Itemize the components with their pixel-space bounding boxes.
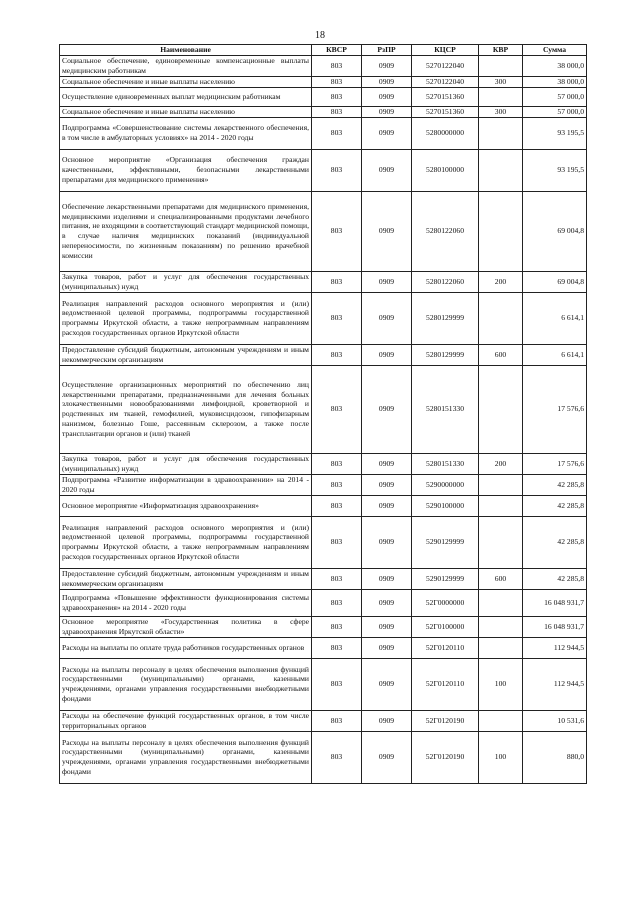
cell-kvsr: 803 (312, 87, 362, 106)
cell-sum: 38 000,0 (523, 76, 587, 87)
table-row (60, 106, 587, 117)
cell-sum: 17 576,6 (523, 365, 587, 453)
cell-kcsr: 5290129999 (412, 516, 479, 568)
cell-kcsr: 5290000000 (412, 474, 479, 495)
cell-sum: 6 614,1 (523, 344, 587, 365)
header-name: Наименование (60, 45, 312, 56)
table-header-row (60, 45, 587, 56)
cell-kvr (479, 149, 523, 191)
header-kvr: КВР (479, 45, 523, 56)
cell-kvr (479, 474, 523, 495)
cell-kvsr: 803 (312, 658, 362, 710)
cell-name: Расходы на выплаты персоналу в целях обеспечения выполнения функций государственными (муниципальными) органами, казенными учреждениями, органами управления государственными внебюджетными фондами (60, 658, 312, 710)
cell-rzpr: 0909 (362, 516, 412, 568)
table-row (60, 710, 587, 731)
cell-kvsr: 803 (312, 568, 362, 589)
cell-kvsr: 803 (312, 474, 362, 495)
cell-kvr (479, 117, 523, 149)
cell-kvsr: 803 (312, 365, 362, 453)
cell-kvsr: 803 (312, 106, 362, 117)
cell-rzpr: 0909 (362, 637, 412, 658)
table-row (60, 731, 587, 783)
cell-kvsr: 803 (312, 589, 362, 616)
cell-rzpr: 0909 (362, 616, 412, 637)
cell-rzpr: 0909 (362, 344, 412, 365)
cell-rzpr: 0909 (362, 731, 412, 783)
cell-sum: 42 285,8 (523, 474, 587, 495)
cell-sum: 57 000,0 (523, 106, 587, 117)
cell-kvsr: 803 (312, 292, 362, 344)
cell-kcsr: 5280151330 (412, 453, 479, 474)
cell-kvr: 100 (479, 658, 523, 710)
cell-kcsr: 52Г0100000 (412, 616, 479, 637)
table-row (60, 344, 587, 365)
cell-sum: 112 944,5 (523, 658, 587, 710)
cell-kvsr: 803 (312, 453, 362, 474)
cell-kvsr: 803 (312, 616, 362, 637)
cell-sum: 6 614,1 (523, 292, 587, 344)
header-kcsr: КЦСР (412, 45, 479, 56)
cell-kvr (479, 191, 523, 271)
table-row (60, 149, 587, 191)
cell-kvr (479, 710, 523, 731)
cell-kcsr: 5290129999 (412, 568, 479, 589)
cell-kvsr: 803 (312, 149, 362, 191)
cell-name: Подпрограмма «Развитие информатизации в здравоохранении» на 2014 - 2020 годы (60, 474, 312, 495)
cell-kvsr: 803 (312, 117, 362, 149)
cell-name: Реализация направлений расходов основного мероприятия и (или) ведомственной целевой программы, подпрограммы государственной программы Иркутской области, а также непрограммным направлениям расходов государственных органов Иркутской области (60, 292, 312, 344)
cell-kcsr: 52Г0120190 (412, 731, 479, 783)
cell-rzpr: 0909 (362, 589, 412, 616)
cell-kcsr: 5270151360 (412, 87, 479, 106)
table-row (60, 474, 587, 495)
cell-name: Предоставление субсидий бюджетным, автономным учреждениям и иным некоммерческим организациям (60, 344, 312, 365)
cell-name: Предоставление субсидий бюджетным, автономным учреждениям и иным некоммерческим организациям (60, 568, 312, 589)
cell-name: Основное мероприятие «Информатизация здравоохранения» (60, 495, 312, 516)
cell-kcsr: 5280129999 (412, 292, 479, 344)
cell-kvsr: 803 (312, 271, 362, 292)
cell-name: Закупка товаров, работ и услуг для обеспечения государственных (муниципальных) нужд (60, 453, 312, 474)
cell-rzpr: 0909 (362, 106, 412, 117)
cell-kvr (479, 56, 523, 77)
table-row (60, 453, 587, 474)
table-row (60, 589, 587, 616)
cell-rzpr: 0909 (362, 56, 412, 77)
cell-sum: 93 195,5 (523, 149, 587, 191)
cell-rzpr: 0909 (362, 76, 412, 87)
cell-kvsr: 803 (312, 56, 362, 77)
cell-kvr (479, 516, 523, 568)
page-number: 18 (315, 30, 325, 41)
cell-name: Подпрограмма «Повышение эффективности функционирования системы здравоохранения» на 2014 - 2020 годы (60, 589, 312, 616)
cell-name: Реализация направлений расходов основного мероприятия и (или) ведомственной целевой программы, подпрограммы государственной программы Иркутской области, а также непрограммным направлениям расходов государственных органов Иркутской области (60, 516, 312, 568)
cell-kvsr: 803 (312, 191, 362, 271)
table-row (60, 637, 587, 658)
cell-rzpr: 0909 (362, 495, 412, 516)
header-kvsr: КВСР (312, 45, 362, 56)
cell-rzpr: 0909 (362, 658, 412, 710)
table-row (60, 616, 587, 637)
cell-kvsr: 803 (312, 731, 362, 783)
table-row (60, 76, 587, 87)
cell-rzpr: 0909 (362, 568, 412, 589)
cell-kvr (479, 365, 523, 453)
cell-kvr: 200 (479, 271, 523, 292)
cell-kvsr: 803 (312, 710, 362, 731)
cell-name: Расходы на выплаты по оплате труда работников государственных органов (60, 637, 312, 658)
table-row (60, 516, 587, 568)
cell-name: Основное мероприятие «Государственная политика в сфере здравоохранения Иркутской области» (60, 616, 312, 637)
cell-kvsr: 803 (312, 495, 362, 516)
cell-name: Закупка товаров, работ и услуг для обеспечения государственных (муниципальных) нужд (60, 271, 312, 292)
cell-sum: 112 944,5 (523, 637, 587, 658)
cell-sum: 69 004,8 (523, 191, 587, 271)
cell-sum: 69 004,8 (523, 271, 587, 292)
cell-kvr (479, 637, 523, 658)
cell-rzpr: 0909 (362, 365, 412, 453)
cell-kcsr: 5280100000 (412, 149, 479, 191)
cell-name: Социальное обеспечение и иные выплаты населению (60, 76, 312, 87)
cell-sum: 10 531,6 (523, 710, 587, 731)
cell-kvsr: 803 (312, 516, 362, 568)
cell-kvr (479, 87, 523, 106)
table-row (60, 568, 587, 589)
cell-rzpr: 0909 (362, 149, 412, 191)
cell-kcsr: 52Г0120110 (412, 658, 479, 710)
cell-kvr: 600 (479, 344, 523, 365)
cell-name: Подпрограмма «Совершенствование системы лекарственного обеспечения, в том числе в амбулаторных условиях» на 2014 - 2020 годы (60, 117, 312, 149)
cell-name: Социальное обеспечение и иные выплаты населению (60, 106, 312, 117)
cell-sum: 880,0 (523, 731, 587, 783)
cell-kvsr: 803 (312, 344, 362, 365)
cell-sum: 42 285,8 (523, 516, 587, 568)
cell-name: Осуществление организационных мероприятий по обеспечению лиц лекарственными препаратами, предназначенными для лечения больных злокачественными новообразованиями лимфоидной, кроветворной и родственных им тканей, гемофилией, муковисцидозом, гипофизарным нанизмом, болезнью Гоше, рассеянным склерозом, а также после трансплантации органов и (или) тканей (60, 365, 312, 453)
cell-sum: 17 576,6 (523, 453, 587, 474)
cell-kcsr: 5280122060 (412, 191, 479, 271)
cell-sum: 16 048 931,7 (523, 616, 587, 637)
cell-kvr: 300 (479, 106, 523, 117)
table-row (60, 56, 587, 77)
cell-sum: 42 285,8 (523, 495, 587, 516)
cell-rzpr: 0909 (362, 474, 412, 495)
table-row (60, 87, 587, 106)
cell-sum: 93 195,5 (523, 117, 587, 149)
cell-kvr (479, 589, 523, 616)
cell-name: Обеспечение лекарственными препаратами для медицинского применения, медицинскими изделиями и специализированными продуктами лечебного питания, не входящими в соответствующий стандарт медицинской помощи, в случае наличия медицинских показаний (индивидуальной непереносимости, по жизненным показаниям) по решению врачебной комиссии (60, 191, 312, 271)
cell-kvr: 100 (479, 731, 523, 783)
cell-kcsr: 5280000000 (412, 117, 479, 149)
cell-kcsr: 5290100000 (412, 495, 479, 516)
cell-name: Расходы на обеспечение функций государственных органов, в том числе территориальных органов (60, 710, 312, 731)
cell-kcsr: 5280122060 (412, 271, 479, 292)
cell-name: Социальное обеспечение, единовременные компенсационные выплаты медицинским работникам (60, 56, 312, 77)
cell-rzpr: 0909 (362, 271, 412, 292)
cell-kvr: 200 (479, 453, 523, 474)
cell-rzpr: 0909 (362, 292, 412, 344)
cell-kvr (479, 292, 523, 344)
cell-rzpr: 0909 (362, 191, 412, 271)
cell-kvr (479, 616, 523, 637)
cell-rzpr: 0909 (362, 710, 412, 731)
cell-kvsr: 803 (312, 76, 362, 87)
table-row (60, 495, 587, 516)
table-row (60, 292, 587, 344)
cell-rzpr: 0909 (362, 87, 412, 106)
cell-kvsr: 803 (312, 637, 362, 658)
cell-sum: 57 000,0 (523, 87, 587, 106)
table-row (60, 658, 587, 710)
cell-name: Осуществление единовременных выплат медицинским работникам (60, 87, 312, 106)
cell-sum: 16 048 931,7 (523, 589, 587, 616)
table-row (60, 191, 587, 271)
cell-kcsr: 52Г0120110 (412, 637, 479, 658)
cell-rzpr: 0909 (362, 117, 412, 149)
cell-kcsr: 5270151360 (412, 106, 479, 117)
cell-sum: 42 285,8 (523, 568, 587, 589)
cell-kvr: 600 (479, 568, 523, 589)
table-row (60, 365, 587, 453)
cell-kvr (479, 495, 523, 516)
cell-name: Расходы на выплаты персоналу в целях обеспечения выполнения функций государственными (муниципальными) органами, казенными учреждениями, органами управления государственными внебюджетными фондами (60, 731, 312, 783)
table-body (60, 56, 587, 784)
cell-name: Основное мероприятие «Организация обеспечения граждан качественными, эффективными, безопасными лекарственными препаратами для медицинского применения» (60, 149, 312, 191)
cell-kcsr: 5280129999 (412, 344, 479, 365)
cell-kcsr: 5280151330 (412, 365, 479, 453)
cell-kcsr: 5270122040 (412, 76, 479, 87)
header-sum: Сумма (523, 45, 587, 56)
budget-table (59, 44, 587, 784)
cell-kvr: 300 (479, 76, 523, 87)
cell-rzpr: 0909 (362, 453, 412, 474)
cell-kcsr: 5270122040 (412, 56, 479, 77)
table-row (60, 271, 587, 292)
table-row (60, 117, 587, 149)
cell-sum: 38 000,0 (523, 56, 587, 77)
cell-kcsr: 52Г0120190 (412, 710, 479, 731)
header-rzpr: РзПР (362, 45, 412, 56)
cell-kcsr: 52Г0000000 (412, 589, 479, 616)
